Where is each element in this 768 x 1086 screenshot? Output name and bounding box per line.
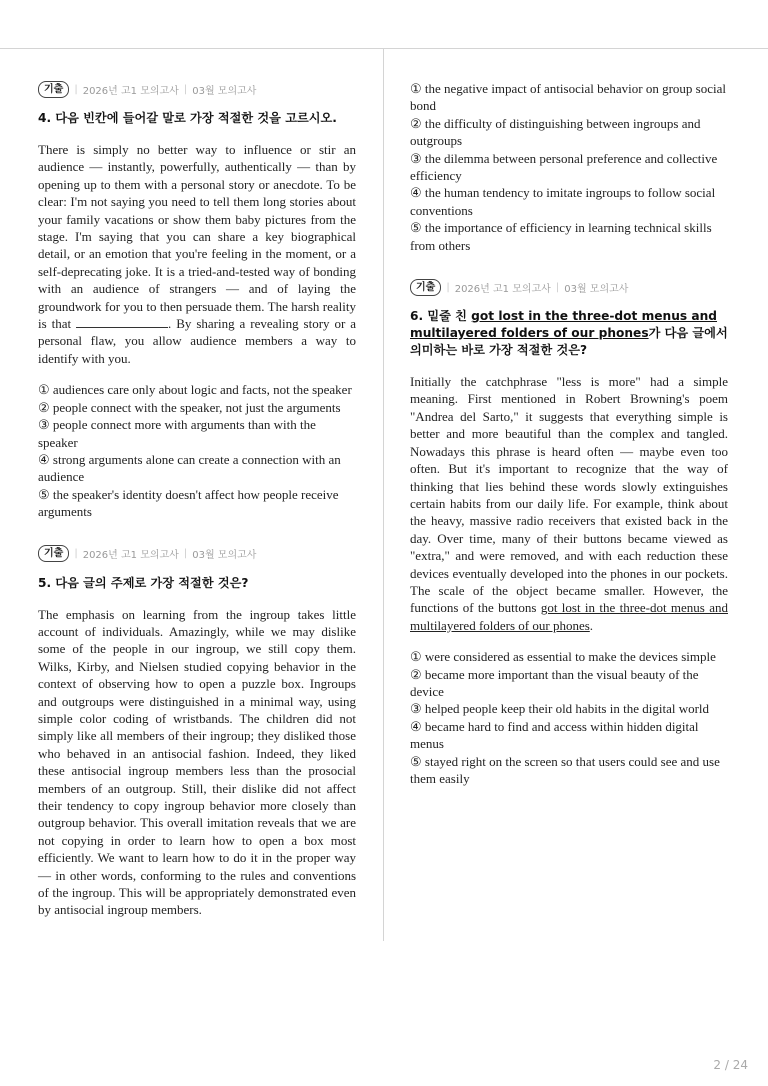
q5-choice-1[interactable]: ① the negative impact of antisocial behavior on group social bond	[410, 81, 726, 114]
q6-meta: 기출 | 2026년 고1 모의고사 | 03월 모의고사	[410, 278, 728, 296]
q4-choice-5[interactable]: ⑤ the speaker's identity doesn't affect how people receive arguments	[38, 486, 339, 520]
q4-title: 4. 다음 빈칸에 들어갈 말로 가장 적절한 것을 고르시오.	[38, 111, 337, 125]
right-column	[410, 80, 728, 787]
q4-tag: 기출	[38, 81, 69, 98]
q6-choice-3[interactable]: ③ helped people keep their old habits in the digital world	[410, 701, 710, 717]
q5-choices	[410, 80, 728, 254]
q5-title: 5. 다음 글의 주제로 가장 적절한 것은?	[38, 575, 249, 590]
q6-month: 03월 모의고사	[564, 283, 629, 295]
q4-choice-4[interactable]: ④ strong arguments alone can create a connection with an audience	[38, 451, 341, 485]
q4-passage: There is simply no better way to influence or stir an audience — instantly, powerfully, authentically — than by opening up to them with a personal story or anecdote. To be clear: I'm not saying you need to tell them long stories about your family vacations or show them baby pictures from the stage. I'm saying that you can share a key biographical detail, or an emotion that you're feeling in the moment, or a self-deprecating joke. It is a tried-and-tested way of bonding with an audience of strangers — and of laying the groundwork for you to then persuade them. The harsh reality is that . By sharing a revealing story or a personal flaw, you allow audience members a way to identify with you.	[38, 142, 356, 366]
q6-choice-4[interactable]: ④ became hard to find and access within hidden digital menus	[410, 718, 699, 752]
page-number: 2 / 24	[713, 1058, 748, 1072]
q4-choice-1[interactable]: ① audiences care only about logic and facts, not the speaker	[38, 382, 352, 398]
q5-tag: 기출	[38, 545, 69, 562]
q5-choice-4[interactable]: ④ the human tendency to imitate ingroups to follow social conventions	[410, 185, 716, 218]
q4-choice-3[interactable]: ③ people connect more with arguments than with the speaker	[38, 417, 316, 450]
q5-meta: 기출 | 2026년 고1 모의고사 | 03월 모의고사	[38, 545, 356, 563]
q5-choice-2[interactable]: ② the difficulty of distinguishing between ingroups and outgroups	[410, 115, 701, 149]
q6-choice-5[interactable]: ⑤ stayed right on the screen so that users could see and use them easily	[410, 753, 720, 786]
column-divider	[383, 49, 384, 941]
q5-choice-3[interactable]: ③ the dilemma between personal preference and collective efficiency	[410, 150, 718, 184]
q4-blank	[76, 316, 168, 328]
q6-passage: Initially the catchphrase "less is more" had a simple meaning. First mentioned in Robert Browning's poem "Andrea del Sarto," it suggests that everything simple is better and more beautiful than the complex and tangled. Nowadays this phrase is heard often — maybe even too often. But it's important to recognize that the way of thinking that lies behind these words slowly extinguishes certain habits from our daily life. For example, think about the heavy, massive radio receivers that existed back in the day. Over time, many of their buttons became viewed as "extra," and were removed, and with each reduction these devices eventually developed into the phones in our pockets. The scale of the object became smaller. However, the functions of the buttons got lost in the three-dot menus and multilayered folders of our phones.	[410, 374, 728, 633]
q5-passage: The emphasis on learning from the ingroup takes little account of individuals. Amazingly, while we may dislike some of the people in our ingroup, we still copy them. Wilks, Kirby, and Nielsen studied copying behavior in the context of observing how to open a puzzle box. Ingroups and outgroups were distinguished in a minimal way, using simple color coding of wristbands. The children did not simply like all members of their ingroup; they disliked those who behaved in an antisocial fashion. Indeed, they liked these antisocial ingroup members less than the prosocial members of an outgroup. Still, their dislike did not affect their tendency to copy ingroup behavior more closely than outgroup behavior. This overall imitation reveals that we are not copying in order to learn how to open a box most efficiently. We want to learn how to do it in the proper way — in other words, conforming to the rules and conventions of the ingroup. This will be appropriately demonstrated even by antisocial ingroup members.	[38, 606, 356, 918]
q6-choice-2[interactable]: ② became more important than the visual beauty of the device	[410, 666, 699, 699]
q4-month: 03월 모의고사	[192, 85, 257, 97]
q5-month: 03월 모의고사	[192, 550, 257, 562]
q6-tag: 기출	[410, 279, 441, 296]
q5-exam: 2026년 고1 모의고사	[82, 550, 179, 562]
left-column	[38, 80, 356, 919]
q6-exam: 2026년 고1 모의고사	[454, 283, 551, 295]
q4-choices	[38, 381, 356, 520]
q4-choice-2[interactable]: ② people connect with the speaker, not just the arguments	[38, 399, 341, 415]
q6-choice-1[interactable]: ① were considered as essential to make the devices simple	[410, 649, 716, 665]
q4-exam: 2026년 고1 모의고사	[82, 85, 179, 97]
q5-choice-5[interactable]: ⑤ the importance of efficiency in learning technical skills from others	[410, 220, 712, 253]
header-divider	[0, 48, 768, 49]
q6-title: 6. 밑줄 친 got lost in the three-dot menus and multilayered folders of our phones가 다음 글에서 의미하는 바로 가장 적절한 것은?	[410, 309, 728, 358]
q6-title-underlined: got lost in the three-dot menus and multilayered folders of our phones	[410, 309, 718, 341]
q4-meta: 기출 | 2026년 고1 모의고사 | 03월 모의고사	[38, 80, 356, 98]
q6-passage-underlined: got lost in the three-dot menus and multilayered folders of our phones	[410, 600, 728, 633]
q6-choices	[410, 648, 728, 787]
